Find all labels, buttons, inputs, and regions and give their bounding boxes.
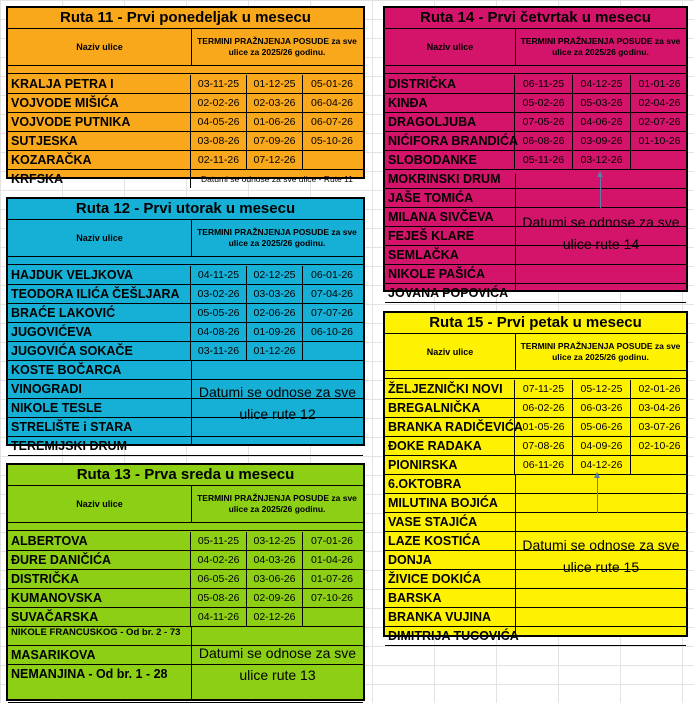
pickup-date: 01-05-26 bbox=[515, 418, 573, 436]
pickup-date: 04-03-26 bbox=[247, 551, 303, 569]
street-name: KOZARAČKA bbox=[8, 151, 191, 169]
table-row bbox=[8, 589, 363, 608]
street-name: NIKOLE TESLE bbox=[11, 401, 102, 415]
pickup-date: 04-12-26 bbox=[573, 456, 631, 474]
pickup-date: 06-08-26 bbox=[515, 132, 573, 150]
pickup-date: 05-03-26 bbox=[573, 94, 631, 112]
pickup-date: 03-12-26 bbox=[573, 151, 631, 169]
table-row bbox=[385, 437, 686, 456]
pickup-date: 02-06-26 bbox=[247, 304, 303, 322]
street-name: JUGOVIĆEVA bbox=[8, 323, 191, 341]
table-row bbox=[385, 113, 686, 132]
pickup-date: 01-07-26 bbox=[310, 573, 354, 585]
route-11-title: Ruta 11 - Prvi ponedeljak u mesecu bbox=[8, 8, 363, 29]
route-14-table bbox=[383, 6, 688, 300]
pickup-date bbox=[303, 151, 361, 169]
pickup-date: 02-12-26 bbox=[247, 608, 303, 626]
pickup-date: 03-11-26 bbox=[191, 342, 247, 360]
route-12-table bbox=[6, 197, 365, 453]
street-name: ĐOKE RADAKA bbox=[385, 437, 515, 455]
street-name: NIĆIFORA BRANDIĆA bbox=[385, 132, 515, 150]
street-name: BRANKA VUJINA bbox=[388, 610, 492, 624]
route-14-header bbox=[385, 29, 686, 66]
street-name: LAZE KOSTIĆA bbox=[388, 534, 481, 548]
table-row bbox=[385, 66, 686, 74]
route-15-note: Datumi se odnose za sve ulice rute 15 bbox=[515, 474, 686, 637]
street-name: MILANA SIVČEVA bbox=[388, 210, 494, 224]
pickup-date: 05-05-26 bbox=[191, 304, 247, 322]
street-name: DRAGOLJUBA bbox=[385, 113, 515, 131]
pickup-date: 02-07-26 bbox=[638, 116, 681, 128]
route-15-header bbox=[385, 334, 686, 371]
pickup-date: 07-11-25 bbox=[515, 380, 573, 398]
street-name: FEJEŠ KLARE bbox=[388, 229, 475, 243]
route-15-title: Ruta 15 - Prvi petak u mesecu bbox=[385, 313, 686, 334]
street-name: VOJVODE PUTNIKA bbox=[8, 113, 191, 131]
table-row bbox=[8, 551, 363, 570]
pickup-date: 01-06-26 bbox=[247, 113, 303, 131]
route-12-header bbox=[8, 220, 363, 257]
street-name: HAJDUK VELJKOVA bbox=[8, 266, 191, 284]
pickup-date: 04-05-26 bbox=[191, 113, 247, 131]
pickup-date: 06-01-26 bbox=[310, 269, 354, 281]
table-row bbox=[385, 371, 686, 379]
pickup-date: 03-02-26 bbox=[191, 285, 247, 303]
table-row bbox=[8, 570, 363, 589]
street-name: DISTRIČKA bbox=[385, 75, 515, 93]
route-12-title: Ruta 12 - Prvi utorak u mesecu bbox=[8, 199, 363, 220]
table-row bbox=[8, 532, 363, 551]
route-13-note: Datumi se odnose za sve ulice rute 13 bbox=[191, 626, 363, 701]
route-12-header-name: Naziv ulice bbox=[8, 220, 192, 256]
route-13-header bbox=[8, 486, 363, 523]
table-row bbox=[8, 170, 363, 189]
pickup-date: 03-06-26 bbox=[247, 570, 303, 588]
table-row bbox=[8, 608, 363, 627]
pickup-date: 05-10-26 bbox=[310, 135, 354, 147]
pickup-date: 02-04-26 bbox=[638, 97, 681, 109]
street-name: MASARIKOVA bbox=[11, 648, 96, 662]
pickup-date: 06-11-26 bbox=[515, 456, 573, 474]
pickup-date: 06-11-25 bbox=[515, 75, 573, 93]
pickup-date: 05-02-26 bbox=[515, 94, 573, 112]
pickup-date bbox=[631, 456, 688, 474]
pickup-date: 04-08-26 bbox=[191, 323, 247, 341]
pickup-date bbox=[303, 342, 361, 360]
table-row bbox=[385, 75, 686, 94]
street-name: ŽELJEZNIČKI NOVI bbox=[385, 380, 515, 398]
route-13-title: Ruta 13 - Prva sreda u mesecu bbox=[8, 465, 363, 486]
pickup-date: 01-01-26 bbox=[638, 78, 681, 90]
route-11-table bbox=[6, 6, 365, 186]
pickup-date: 01-04-26 bbox=[310, 554, 354, 566]
pickup-date: 03-07-26 bbox=[638, 421, 681, 433]
route-15-table bbox=[383, 311, 688, 643]
pickup-date: 04-11-26 bbox=[191, 608, 247, 626]
route-11-header-name: Naziv ulice bbox=[8, 29, 192, 65]
table-row bbox=[8, 257, 363, 265]
pickup-date: 04-02-26 bbox=[191, 551, 247, 569]
street-name: VASE STAJIĆA bbox=[388, 515, 478, 529]
street-name: NIKOLE PAŠIĆA bbox=[388, 267, 485, 281]
street-name: SEMLAČKA bbox=[388, 248, 459, 262]
table-row bbox=[8, 94, 363, 113]
street-name: JOVANA POPOVIĆA bbox=[388, 286, 509, 300]
route-13-header-terms: TERMINI PRAŽNJENJA POSUDE za sve ulice za 2025/26 godinu. bbox=[197, 493, 357, 514]
street-name: 6.OKTOBRA bbox=[388, 477, 462, 491]
street-name: BRANKA RADIČEVIĆA bbox=[385, 418, 515, 436]
table-row bbox=[385, 151, 686, 170]
street-name: TEREMIJSKI DRUM bbox=[11, 439, 127, 453]
street-name: SLOBODANKE bbox=[385, 151, 515, 169]
table-row bbox=[8, 342, 363, 361]
pickup-date: 05-08-26 bbox=[191, 589, 247, 607]
street-name: KRFSKA bbox=[8, 170, 191, 188]
table-row bbox=[385, 94, 686, 113]
street-name: VINOGRADI bbox=[11, 382, 82, 396]
street-name: KUMANOVSKA bbox=[8, 589, 191, 607]
route-15-header-name: Naziv ulice bbox=[385, 334, 516, 370]
street-name: NIKOLE FRANCUSKOG - Od br. 2 - 73 bbox=[11, 627, 181, 638]
route-11-header bbox=[8, 29, 363, 66]
street-name: BRAĆE LAKOVIĆ bbox=[8, 304, 191, 322]
street-name: KOSTE BOČARCA bbox=[11, 363, 122, 377]
pickup-date: 01-09-26 bbox=[247, 323, 303, 341]
pickup-date: 02-12-25 bbox=[247, 266, 303, 284]
pickup-date: 07-01-26 bbox=[310, 535, 354, 547]
route-14-header-name: Naziv ulice bbox=[385, 29, 516, 65]
table-row bbox=[385, 399, 686, 418]
street-name: JUGOVIĆA SOKAČE bbox=[8, 342, 191, 360]
pickup-date: 04-06-26 bbox=[573, 113, 631, 131]
pickup-date: 04-12-25 bbox=[573, 75, 631, 93]
table-row bbox=[385, 132, 686, 151]
pickup-date: 01-12-25 bbox=[247, 75, 303, 93]
route-13-header-name: Naziv ulice bbox=[8, 486, 192, 522]
pickup-date: 04-11-25 bbox=[191, 266, 247, 284]
pickup-date: 07-10-26 bbox=[310, 592, 354, 604]
route-11-header-terms: TERMINI PRAŽNJENJA POSUDE za sve ulice za 2025/26 godinu. bbox=[197, 36, 357, 57]
street-name: DONJA bbox=[388, 553, 432, 567]
pickup-date: 06-04-26 bbox=[310, 97, 354, 109]
pickup-date: 02-10-26 bbox=[638, 440, 681, 452]
street-name: MOKRINSKI DRUM bbox=[388, 172, 501, 186]
pickup-date: 03-04-26 bbox=[638, 402, 681, 414]
pickup-date: 07-05-26 bbox=[515, 113, 573, 131]
street-name: SUVAČARSKA bbox=[8, 608, 191, 626]
table-row bbox=[8, 266, 363, 285]
pickup-date: 05-06-26 bbox=[573, 418, 631, 436]
pickup-date: 06-07-26 bbox=[310, 116, 354, 128]
route-13-table bbox=[6, 463, 365, 701]
pickup-date: 07-12-26 bbox=[247, 151, 303, 169]
pickup-date: 02-01-26 bbox=[638, 383, 681, 395]
street-name: SUTJESKA bbox=[8, 132, 191, 150]
pickup-date: 02-03-26 bbox=[247, 94, 303, 112]
pickup-date: 06-05-26 bbox=[191, 570, 247, 588]
pickup-date: 05-01-26 bbox=[310, 78, 354, 90]
pickup-date: 06-10-26 bbox=[310, 326, 354, 338]
pickup-date: 05-12-25 bbox=[573, 380, 631, 398]
street-name: PIONIRSKA bbox=[385, 456, 515, 474]
pickup-date: 02-09-26 bbox=[247, 589, 303, 607]
street-name: ĐURE DANIČIĆA bbox=[8, 551, 191, 569]
pickup-date: 04-09-26 bbox=[573, 437, 631, 455]
street-name: KRALJA PETRA I bbox=[8, 75, 191, 93]
pickup-date: 01-10-26 bbox=[638, 135, 681, 147]
pickup-date: 07-08-26 bbox=[515, 437, 573, 455]
table-row bbox=[8, 75, 363, 94]
street-name: BREGALNIČKA bbox=[385, 399, 515, 417]
pickup-date: 03-11-25 bbox=[191, 75, 247, 93]
street-name: NEMANJINA - Od br. 1 - 28 bbox=[11, 667, 168, 681]
table-row bbox=[8, 113, 363, 132]
table-row bbox=[385, 456, 686, 475]
pickup-date bbox=[631, 151, 688, 169]
table-row bbox=[385, 418, 686, 437]
pickup-date: 03-09-26 bbox=[573, 132, 631, 150]
route-14-header-terms: TERMINI PRAŽNJENJA POSUDE za sve ulice za 2025/26 godinu. bbox=[520, 36, 681, 57]
table-row bbox=[385, 380, 686, 399]
table-row bbox=[8, 285, 363, 304]
street-name: BARSKA bbox=[388, 591, 442, 605]
route-15-header-terms: TERMINI PRAŽNJENJA POSUDE za sve ulice za 2025/26 godinu. bbox=[520, 341, 681, 362]
street-name: VOJVODE MIŠIĆA bbox=[8, 94, 191, 112]
pickup-date: 05-11-26 bbox=[515, 151, 573, 169]
table-row bbox=[8, 66, 363, 74]
pickup-date: 05-11-25 bbox=[191, 532, 247, 550]
pickup-date: 07-07-26 bbox=[310, 307, 354, 319]
pickup-date: 02-02-26 bbox=[191, 94, 247, 112]
table-row bbox=[8, 132, 363, 151]
pickup-date: 07-09-26 bbox=[247, 132, 303, 150]
pickup-date: 07-04-26 bbox=[310, 288, 354, 300]
street-name: DIMITRIJA TUCOVIĆA bbox=[388, 629, 519, 643]
street-name: MILUTINA BOJIĆA bbox=[388, 496, 498, 510]
pickup-date: 06-02-26 bbox=[515, 399, 573, 417]
street-name: ALBERTOVA bbox=[8, 532, 191, 550]
pickup-date bbox=[303, 608, 361, 626]
pickup-date: 03-03-26 bbox=[247, 285, 303, 303]
street-name: ŽIVICE DOKIĆA bbox=[388, 572, 482, 586]
street-name: TEODORA ILIĆA ČEŠLJARA bbox=[8, 285, 191, 303]
table-row bbox=[8, 523, 363, 531]
street-name: DISTRIČKA bbox=[8, 570, 191, 588]
route-12-header-terms: TERMINI PRAŽNJENJA POSUDE za sve ulice za 2025/26 godinu. bbox=[197, 227, 357, 248]
route-11-note: Datumi se odnose za sve ulice - Rute 11 bbox=[201, 174, 353, 184]
route-12-note: Datumi se odnose za sve ulice rute 12 bbox=[191, 360, 363, 446]
pickup-date: 03-08-26 bbox=[191, 132, 247, 150]
table-row bbox=[8, 304, 363, 323]
street-name: STRELIŠTE i STARA bbox=[11, 420, 133, 434]
table-row bbox=[8, 323, 363, 342]
pickup-date: 06-03-26 bbox=[573, 399, 631, 417]
street-name: JAŠE TOMIĆA bbox=[388, 191, 474, 205]
pickup-date: 03-12-25 bbox=[247, 532, 303, 550]
pickup-date: 02-11-26 bbox=[191, 151, 247, 169]
street-name: KINĐA bbox=[385, 94, 515, 112]
route-14-title: Ruta 14 - Prvi četvrtak u mesecu bbox=[385, 8, 686, 29]
pickup-date: 01-12-26 bbox=[247, 342, 303, 360]
table-row bbox=[8, 151, 363, 170]
route-14-note: Datumi se odnose za sve ulice rute 14 bbox=[515, 174, 686, 292]
